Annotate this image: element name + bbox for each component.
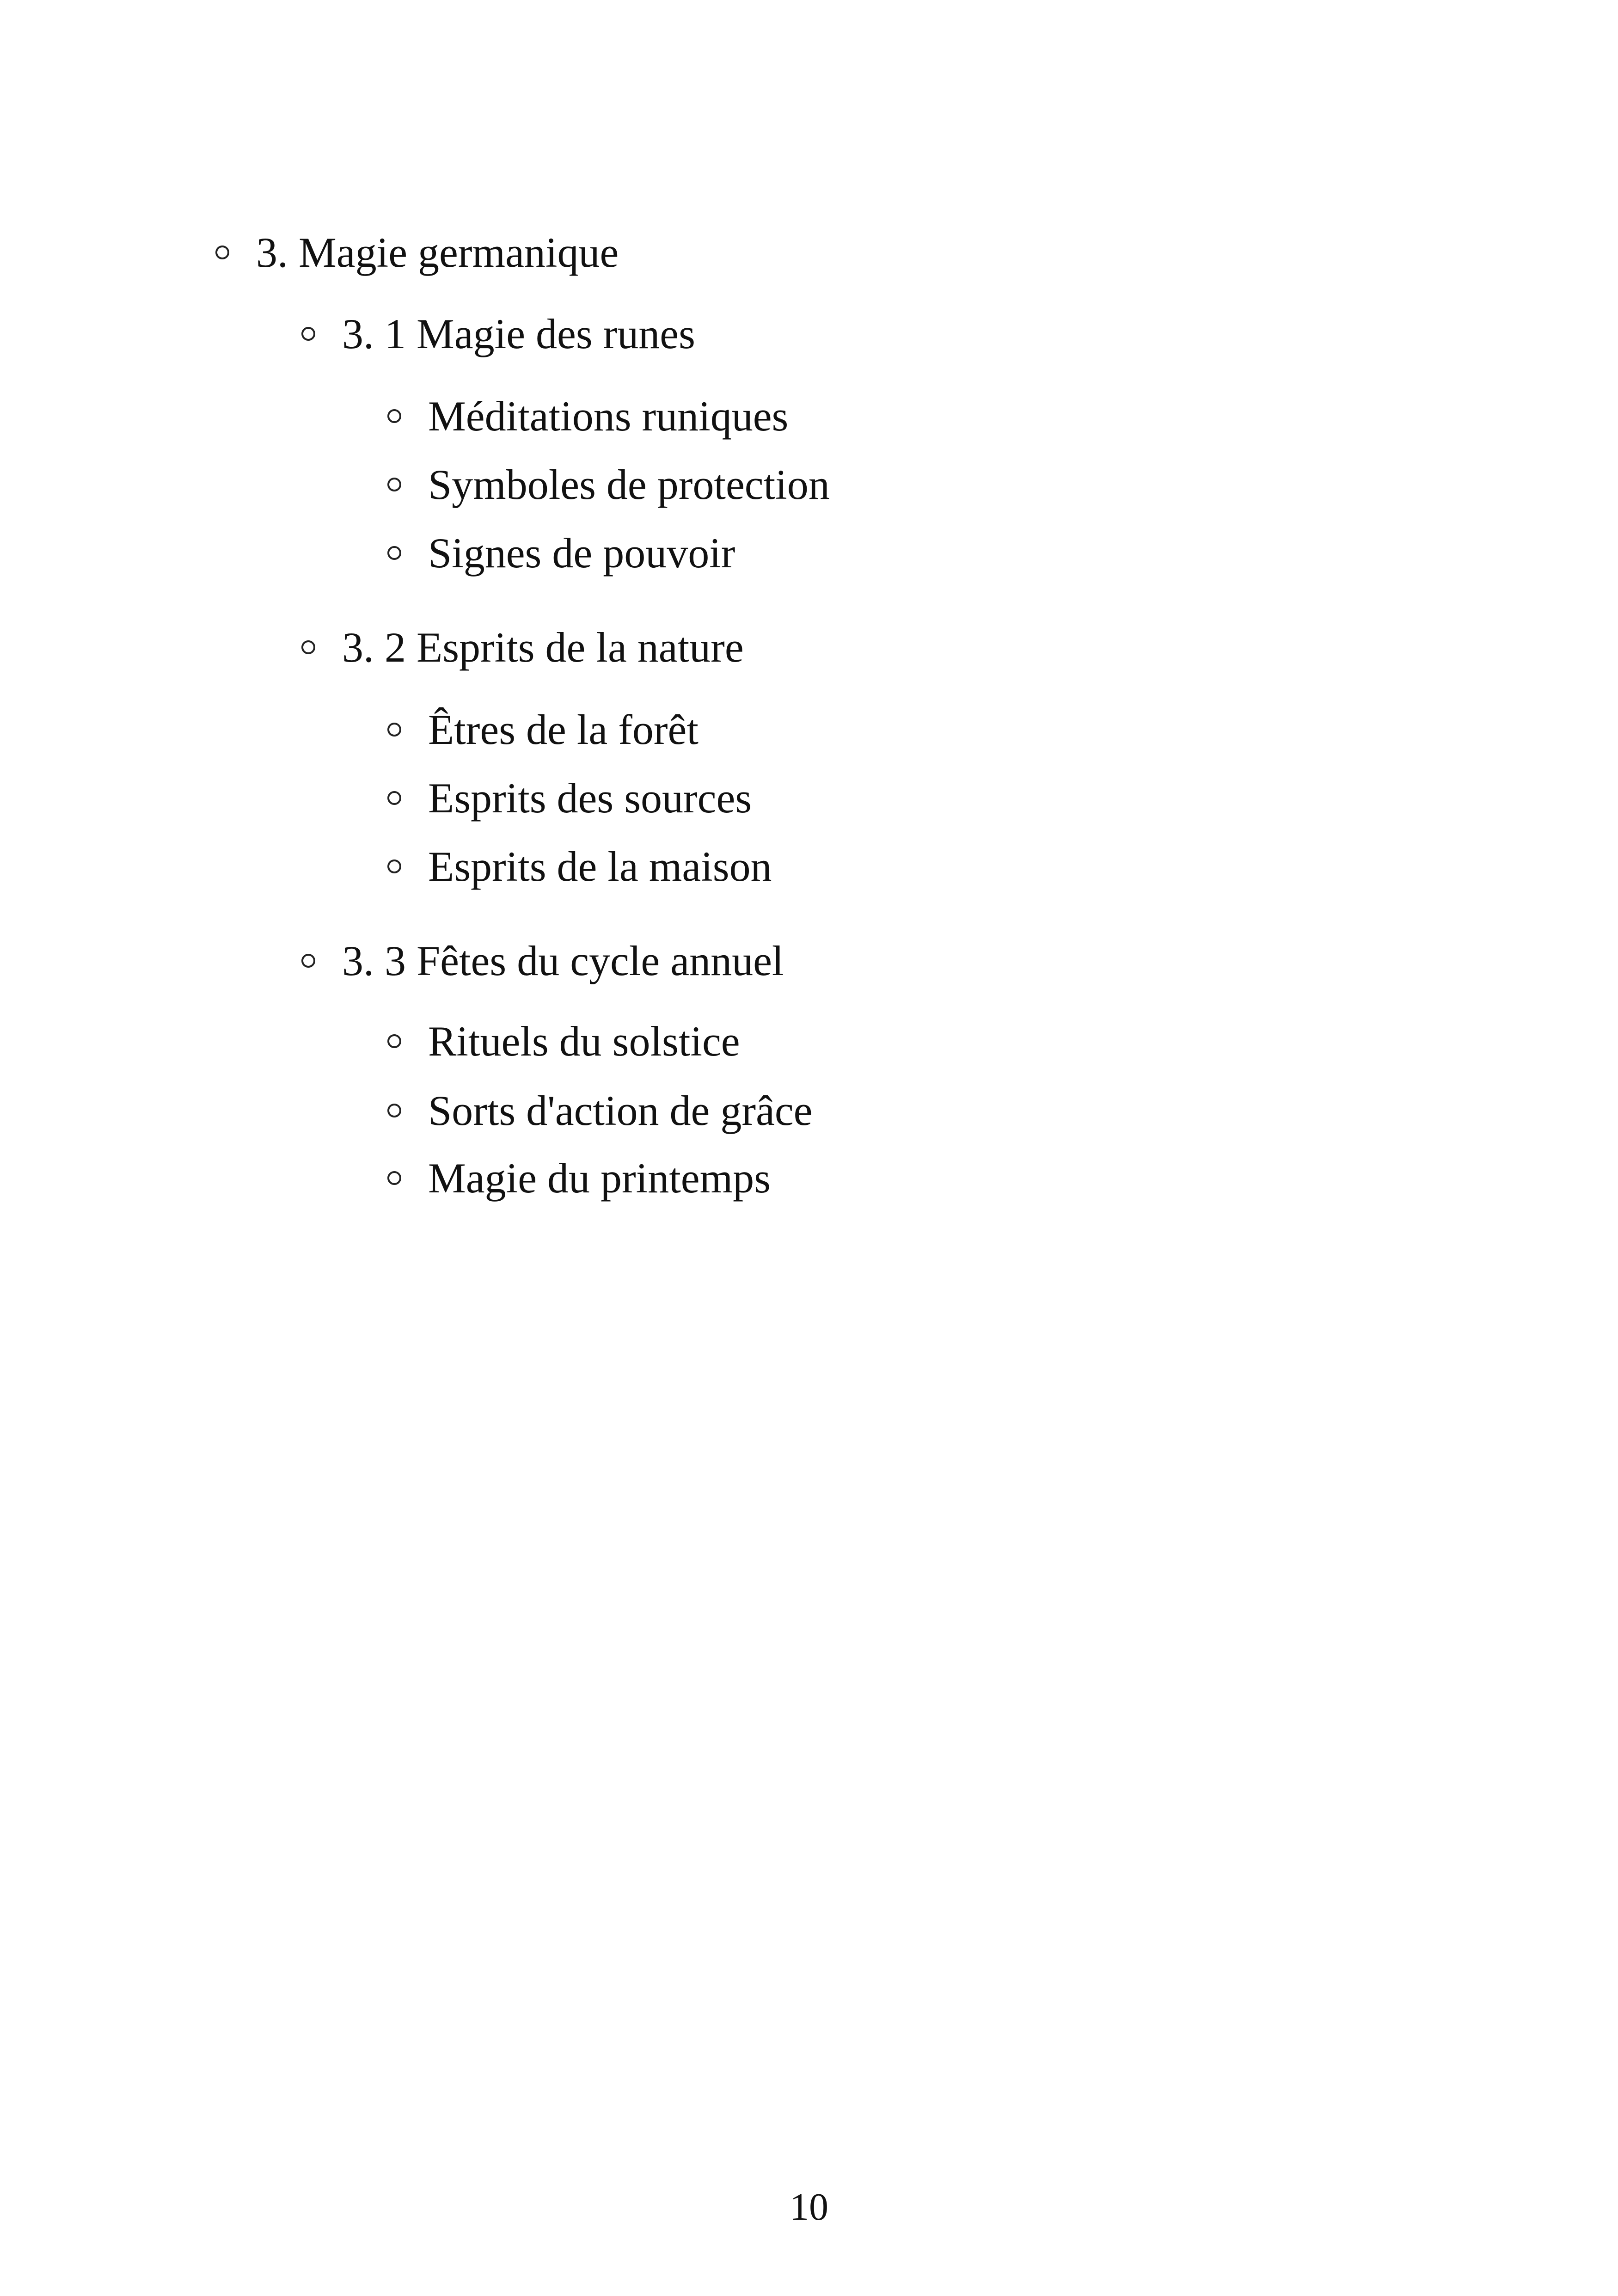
hollow-bullet-icon — [387, 409, 401, 423]
hollow-bullet-icon — [301, 954, 315, 968]
hollow-bullet-icon — [387, 791, 401, 805]
outline-list-item — [387, 393, 789, 440]
hollow-bullet-icon — [387, 546, 401, 560]
outline-list-item — [387, 774, 752, 822]
hollow-bullet-icon — [387, 1104, 401, 1117]
outline-list-item — [387, 529, 735, 577]
outline-list-item — [387, 708, 699, 751]
outline-list-item — [387, 845, 772, 888]
page-number: 10 — [790, 2185, 828, 2228]
outline-list-item-label: Symboles de protection — [428, 461, 830, 508]
outline-subsection-label: 3. 3 Fêtes du cycle annuel — [342, 937, 784, 984]
outline-subsection-label: 3. 2 Esprits de la nature — [342, 624, 744, 671]
hollow-bullet-icon — [387, 1034, 401, 1048]
outline-list-item-label: Signes de pouvoir — [428, 529, 735, 577]
outline-list-item-label: Esprits de la maison — [428, 843, 772, 890]
hollow-bullet-icon — [301, 327, 315, 341]
hollow-bullet-icon — [387, 723, 401, 737]
outline-section-heading — [215, 231, 619, 274]
outline-subsection-label: 3. 1 Magie des runes — [342, 310, 695, 357]
outline-list-item-label: Rituels du solstice — [428, 1018, 740, 1065]
hollow-bullet-icon — [215, 246, 229, 259]
outline-list-item — [387, 1089, 813, 1132]
outline-list-item-label: Êtres de la forêt — [428, 706, 699, 753]
outline-list-item-label: Esprits des sources — [428, 774, 752, 822]
hollow-bullet-icon — [301, 640, 315, 654]
outline-list-item-label: Méditations runiques — [428, 393, 789, 440]
outline-subsection-heading — [301, 939, 784, 982]
outline-section-label: 3. Magie germanique — [256, 229, 619, 276]
hollow-bullet-icon — [387, 478, 401, 491]
outline-subsection-heading — [301, 626, 744, 669]
outline-subsection-heading — [301, 310, 695, 357]
outline-list-item — [387, 1154, 771, 1202]
hollow-bullet-icon — [387, 859, 401, 873]
outline-list-item — [387, 463, 830, 506]
outline-list-item — [387, 1018, 740, 1065]
outline-list-item-label: Magie du printemps — [428, 1154, 771, 1202]
outline-list-item-label: Sorts d'action de grâce — [428, 1087, 813, 1134]
hollow-bullet-icon — [387, 1171, 401, 1185]
